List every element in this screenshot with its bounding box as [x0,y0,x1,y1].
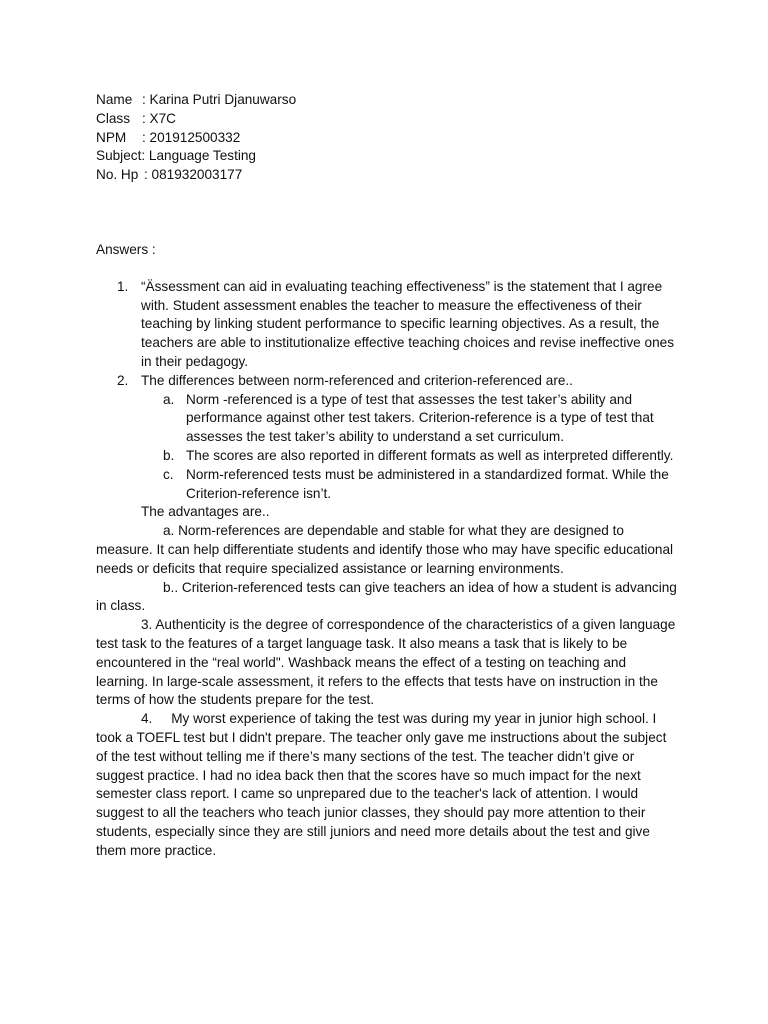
phone-row [96,166,678,185]
phone-value: : 081932003177 [144,167,243,183]
student-info [96,91,678,185]
advantage-b: b.. Criterion-referenced tests can give teachers an idea of how a student is advancing in class. [96,579,677,614]
advantages-heading: The advantages are.. [141,504,270,520]
subitem-a-letter: a. [163,391,175,407]
class-label: Class [96,110,130,126]
answer-1-number: 1. [117,278,129,294]
subject-value: : Language Testing [141,148,256,164]
subitem-b-letter: b. [163,447,175,463]
document-page [96,91,678,860]
answer-1-text: “Ässessment can aid in evaluating teaching effectiveness” is the statement that I agree with. Student assessment enables the teacher to measure the effectiveness of their teaching by linking student performance to specific learning objectives. As a result, the teachers are able to institutionalize effective teaching choices and revise ineffective ones in their pedagogy. [141,278,674,369]
subject-label: Subject [96,148,142,164]
subitem-a-text: Norm -referenced is a type of test that assesses the test taker’s ability and performance against other test takers. Criterion-reference is a type of test that assesses the test taker’s ability to understand a set curriculum. [186,391,654,445]
answer-2-subitem-c [96,466,678,504]
answer-2-number: 2. [117,372,129,388]
answer-2 [96,372,678,391]
subject-row [96,147,678,166]
name-label: Name [96,92,133,107]
name-value: : Karina Putri Djanuwarso [142,92,297,107]
phone-label: No. Hp [96,167,139,183]
subitem-c-text: Norm-referenced tests must be administered in a standardized format. While the Criterion-reference isn’t. [186,466,669,501]
answer-3-text: 3. Authenticity is the degree of correspondence of the characteristics of a given language test task to the features of a target language task. It also means a task that is likely to be encountered in the “real world". Washback means the effect of a testing on teaching and learning. In large-scale assessment, it refers to the effects that tests have on instruction in the terms of how the students prepare for the test. [96,617,676,708]
npm-value: : 201912500332 [142,129,241,145]
name-row [96,91,678,110]
class-row [96,110,678,129]
answer-4-text: 4. My worst experience of taking the test was during my year in junior high school. I took a TOEFL test but I didn't prepare. The teacher only gave me instructions about the subject of the test without telling me if there’s many sections of the test. The teacher didn’t give or suggest practice. I had no idea back then that the scores have so much impact for the next semester class report. I came so unprepared due to the teacher's lack of attention. I would suggest to all the teachers who teach junior classes, they should pay more attention to their students, especially since they are still juniors and need more details about the test and give them more practice. [96,711,671,858]
subitem-b-text: The scores are also reported in different formats as well as interpreted differently. [186,447,674,463]
advantage-a: a. Norm-references are dependable and stable for what they are designed to measure. It can help differentiate students and identify those who may have specific educational needs or deficits that require specialized assistance or learning environments. [96,523,674,576]
answer-2-text: The differences between norm-referenced and criterion-referenced are.. [141,372,573,388]
class-value: : X7C [142,110,176,126]
answer-2-subitem-a [96,391,678,447]
answer-2-subitem-b [96,447,678,466]
npm-label: NPM [96,129,127,145]
answer-1 [96,278,678,372]
answers-heading: Answers : [96,241,156,257]
subitem-c-letter: c. [163,466,174,482]
npm-row [96,129,678,148]
